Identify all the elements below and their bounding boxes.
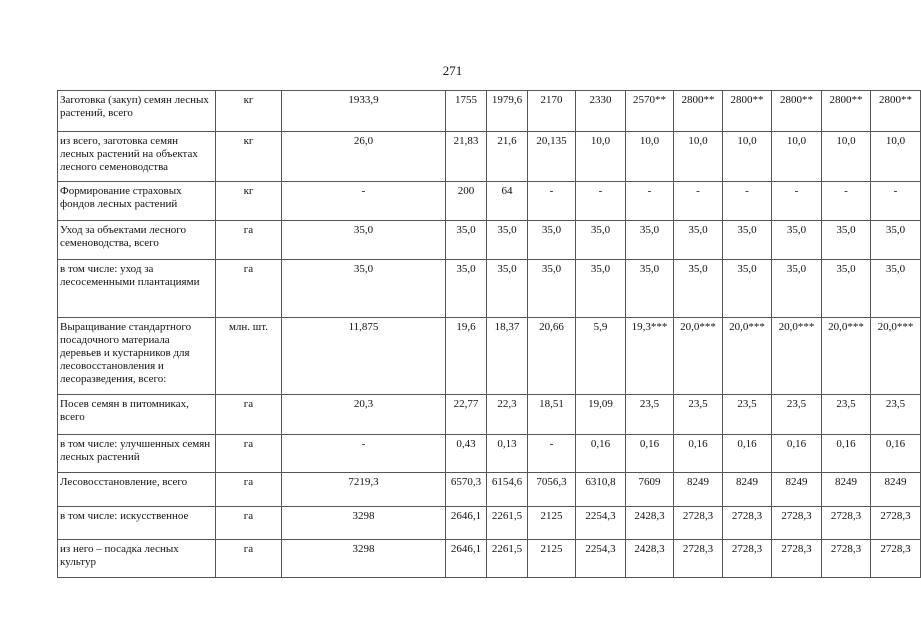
value-cell: 7609 [626,473,674,507]
value-cell: 20,135 [528,132,576,182]
unit-cell: кг [216,132,282,182]
value-cell: 20,0*** [723,318,772,395]
value-cell: 35,0 [528,260,576,318]
value-cell: 0,43 [446,435,487,473]
table-row [58,260,921,318]
value-cell: 35,0 [626,260,674,318]
unit-cell: га [216,473,282,507]
table-row [58,395,921,435]
indicator-cell: Выращивание стандартного посадочного материала деревьев и кустарников для лесовосстановления и лесоразведения, всего: [58,318,216,395]
value-cell: 10,0 [576,132,626,182]
value-cell: - [282,435,446,473]
value-cell: 35,0 [626,221,674,260]
value-cell: 20,0*** [871,318,921,395]
value-cell: 6154,6 [487,473,528,507]
indicator-cell: Формирование страховых фондов лесных растений [58,182,216,221]
value-cell: 8249 [822,473,871,507]
unit-cell: га [216,395,282,435]
value-cell: 10,0 [871,132,921,182]
value-cell: 10,0 [674,132,723,182]
value-cell: 23,5 [674,395,723,435]
value-cell: 2330 [576,91,626,132]
unit-cell: га [216,221,282,260]
value-cell: 2728,3 [822,507,871,540]
value-cell: 6570,3 [446,473,487,507]
value-cell: 21,6 [487,132,528,182]
table-row [58,435,921,473]
value-cell: 2728,3 [772,540,822,578]
value-cell: 35,0 [723,260,772,318]
indicator-cell: Посев семян в питомниках, всего [58,395,216,435]
value-cell: 7056,3 [528,473,576,507]
value-cell: 18,37 [487,318,528,395]
page-number: 271 [442,63,463,78]
value-cell: 2728,3 [822,540,871,578]
value-cell: 2428,3 [626,540,674,578]
value-cell: 8249 [674,473,723,507]
table-row [58,540,921,578]
table-row [58,318,921,395]
indicator-cell: в том числе: улучшенных семян лесных растений [58,435,216,473]
value-cell: 18,51 [528,395,576,435]
value-cell: 2261,5 [487,540,528,578]
indicator-cell: в том числе: уход за лесосеменными плантациями [58,260,216,318]
value-cell: 0,16 [626,435,674,473]
indicator-cell: Уход за объектами лесного семеноводства, всего [58,221,216,260]
value-cell: 0,16 [772,435,822,473]
value-cell: - [674,182,723,221]
value-cell: 2170 [528,91,576,132]
unit-cell: га [216,435,282,473]
value-cell: 19,09 [576,395,626,435]
value-cell: 35,0 [282,260,446,318]
indicator-cell: Лесовосстановление, всего [58,473,216,507]
value-cell: 0,16 [576,435,626,473]
unit-cell: млн. шт. [216,318,282,395]
table-row [58,473,921,507]
indicator-cell: Заготовка (закуп) семян лесных растений, всего [58,91,216,132]
value-cell: 22,3 [487,395,528,435]
value-cell: 2254,3 [576,507,626,540]
value-cell: 8249 [772,473,822,507]
value-cell: 3298 [282,540,446,578]
value-cell: 7219,3 [282,473,446,507]
value-cell: 35,0 [871,221,921,260]
value-cell: 2728,3 [871,540,921,578]
value-cell: 0,16 [723,435,772,473]
value-cell: 64 [487,182,528,221]
value-cell: 2728,3 [723,507,772,540]
value-cell: 19,3*** [626,318,674,395]
value-cell: - [528,435,576,473]
value-cell: - [723,182,772,221]
unit-cell: га [216,540,282,578]
unit-cell: кг [216,182,282,221]
value-cell: 2800** [723,91,772,132]
value-cell: - [528,182,576,221]
value-cell: 35,0 [822,260,871,318]
value-cell: 23,5 [626,395,674,435]
value-cell: 2728,3 [871,507,921,540]
value-cell: - [871,182,921,221]
value-cell: 35,0 [674,221,723,260]
value-cell: 0,16 [674,435,723,473]
value-cell: 23,5 [871,395,921,435]
value-cell: 1979,6 [487,91,528,132]
value-cell: 2800** [871,91,921,132]
value-cell: 2646,1 [446,507,487,540]
table-body [58,91,921,578]
value-cell: 8249 [871,473,921,507]
value-cell: 10,0 [772,132,822,182]
value-cell: - [576,182,626,221]
value-cell: 2728,3 [723,540,772,578]
indicator-cell: в том числе: искусственное [58,507,216,540]
value-cell: 23,5 [772,395,822,435]
value-cell: 11,875 [282,318,446,395]
value-cell: 5,9 [576,318,626,395]
table-row [58,132,921,182]
value-cell: 35,0 [487,260,528,318]
table-row [58,182,921,221]
value-cell: 35,0 [822,221,871,260]
value-cell: 0,16 [871,435,921,473]
unit-cell: кг [216,91,282,132]
value-cell: 2728,3 [674,540,723,578]
value-cell: 2800** [772,91,822,132]
indicator-cell: из него – посадка лесных культур [58,540,216,578]
value-cell: 10,0 [723,132,772,182]
table-row [58,221,921,260]
value-cell: 2261,5 [487,507,528,540]
value-cell: 2728,3 [772,507,822,540]
value-cell: 35,0 [576,260,626,318]
value-cell: 35,0 [576,221,626,260]
value-cell: 19,6 [446,318,487,395]
value-cell: 3298 [282,507,446,540]
value-cell: 1755 [446,91,487,132]
value-cell: 35,0 [282,221,446,260]
value-cell: 35,0 [487,221,528,260]
value-cell: 21,83 [446,132,487,182]
unit-cell: га [216,260,282,318]
value-cell: 20,0*** [822,318,871,395]
value-cell: 35,0 [446,221,487,260]
value-cell: 1933,9 [282,91,446,132]
data-table [57,90,921,578]
value-cell: 6310,8 [576,473,626,507]
value-cell: 35,0 [723,221,772,260]
value-cell: 20,66 [528,318,576,395]
value-cell: 2646,1 [446,540,487,578]
table-row [58,507,921,540]
value-cell: - [626,182,674,221]
value-cell: 35,0 [446,260,487,318]
value-cell: 2125 [528,507,576,540]
value-cell: 35,0 [871,260,921,318]
value-cell: - [772,182,822,221]
value-cell: 26,0 [282,132,446,182]
value-cell: 8249 [723,473,772,507]
value-cell: - [282,182,446,221]
unit-cell: га [216,507,282,540]
value-cell: 2800** [822,91,871,132]
value-cell: 23,5 [822,395,871,435]
value-cell: 2125 [528,540,576,578]
table-row [58,91,921,132]
value-cell: 10,0 [822,132,871,182]
value-cell: 0,13 [487,435,528,473]
value-cell: 20,0*** [772,318,822,395]
value-cell: 2570** [626,91,674,132]
value-cell: 35,0 [528,221,576,260]
value-cell: 200 [446,182,487,221]
indicator-cell: из всего, заготовка семян лесных растений на объектах лесного семеноводства [58,132,216,182]
value-cell: 20,0*** [674,318,723,395]
value-cell: 23,5 [723,395,772,435]
value-cell: 22,77 [446,395,487,435]
value-cell: 2254,3 [576,540,626,578]
value-cell: 35,0 [674,260,723,318]
value-cell: 35,0 [772,260,822,318]
value-cell: 10,0 [626,132,674,182]
value-cell: - [822,182,871,221]
value-cell: 2728,3 [674,507,723,540]
value-cell: 0,16 [822,435,871,473]
value-cell: 2428,3 [626,507,674,540]
value-cell: 2800** [674,91,723,132]
value-cell: 35,0 [772,221,822,260]
value-cell: 20,3 [282,395,446,435]
